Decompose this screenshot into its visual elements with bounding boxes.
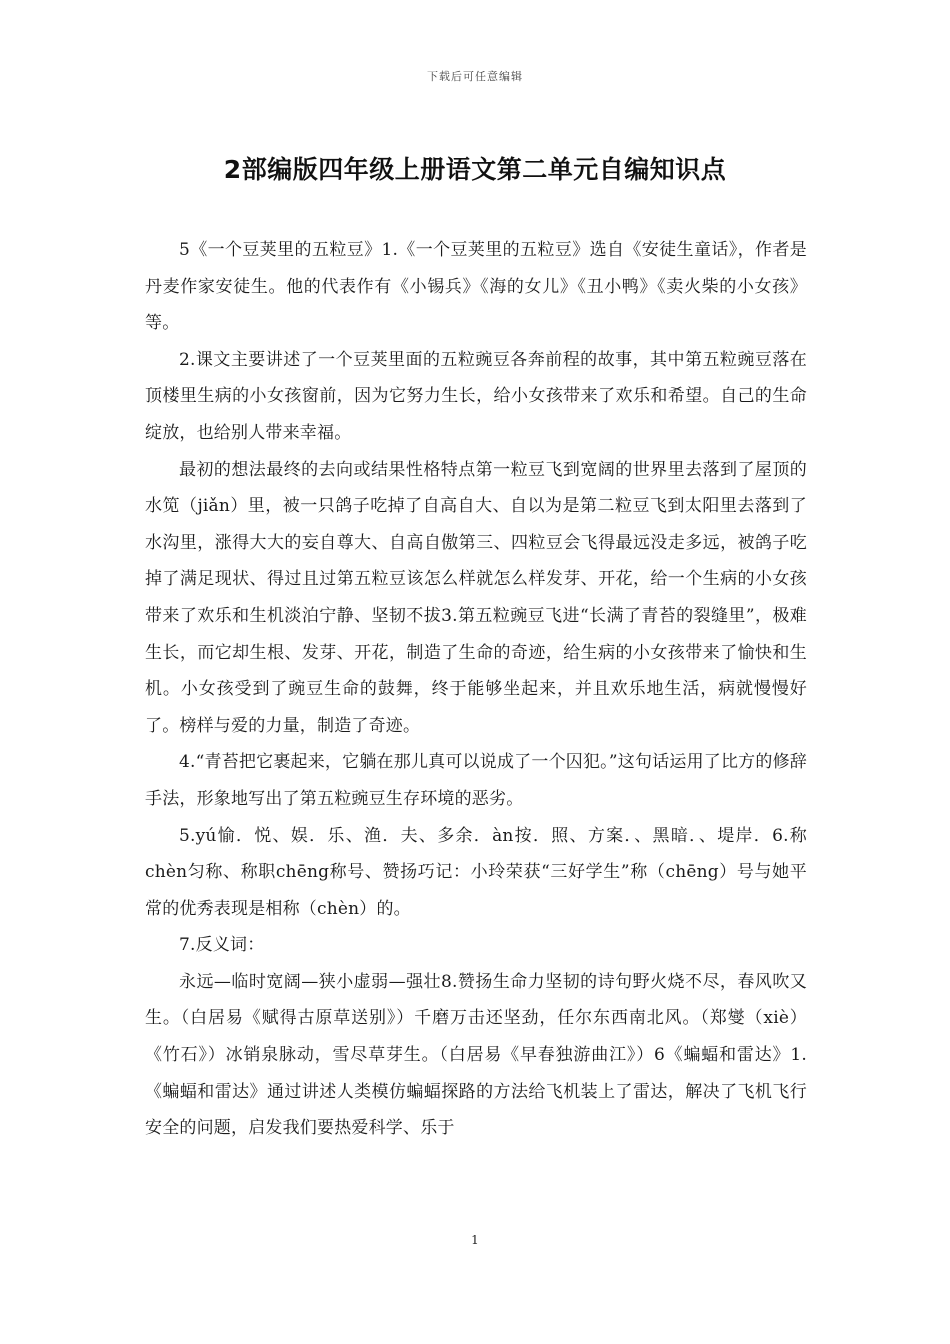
document-body bbox=[145, 232, 807, 1147]
paragraph-7: 永远—临时宽阔—狭小虚弱—强壮8.赞扬生命力坚韧的诗句野火烧不尽，春风吹又生。（白居易《赋得古原草送别》）千磨万击还坚劲，任尔东西南北风。（郑燮（xiè）《竹石》）冰销泉脉动，雪尽草芽生。（白居易《早春独游曲江》）6《蝙蝠和雷达》1.《蝙蝠和雷达》通过讲述人类模仿蝙蝠探路的方法给飞机装上了雷达，解决了飞机飞行安全的问题，启发我们要热爱科学、乐于 bbox=[145, 971, 807, 1139]
paragraph-3: 最初的想法最终的去向或结果性格特点第一粒豆飞到宽阔的世界里去落到了屋顶的水笕（jiǎn）里，被一只鸽子吃掉了自高自大、自以为是第二粒豆飞到太阳里去落到了水沟里，涨得大大的妄自尊大、自高自傲第三、四粒豆会飞得最远没走多远，被鸽子吃掉了满足现状、得过且过第五粒豆该怎么样就怎么样发芽、开花，给一个生病的小女孩带来了欢乐和生机淡泊宁静、坚韧不拔3.第五粒豌豆飞进“长满了青苔的裂缝里”，极难生长，而它却生根、发芽、开花，制造了生命的奇迹，给生病的小女孩带来了愉快和生机。小女孩受到了豌豆生命的鼓舞，终于能够坐起来，并且欢乐地生活，病就慢慢好了。榜样与爱的力量，制造了奇迹。 bbox=[145, 459, 807, 736]
paragraph-6: 7.反义词： bbox=[179, 935, 265, 956]
paragraph-4: 4.“青苔把它裹起来，它躺在那儿真可以说成了一个囚犯。”这句话运用了比方的修辞手法，形象地写出了第五粒豌豆生存环境的恶劣。 bbox=[145, 752, 807, 809]
page-number: 1 bbox=[471, 1233, 479, 1247]
paragraph-5: 5.yú愉．悦、娱．乐、渔．夫、多余．àn按．照、方案．、黑暗．、堤岸．6.称chèn匀称、称职chēng称号、赞扬巧记：小玲荣获“三好学生”称（chēng）号与她平常的优秀表现是相称（chèn）的。 bbox=[145, 825, 807, 919]
paragraph-2: 2.课文主要讲述了一个豆荚里面的五粒豌豆各奔前程的故事，其中第五粒豌豆落在顶楼里生病的小女孩窗前，因为它努力生长，给小女孩带来了欢乐和希望。自己的生命绽放，也给别人带来幸福。 bbox=[145, 349, 807, 443]
document-title: 2部编版四年级上册语文第二单元自编知识点 bbox=[223, 155, 727, 184]
header-note: 下载后可任意编辑 bbox=[427, 70, 523, 83]
paragraph-1: 5《一个豆荚里的五粒豆》1.《一个豆荚里的五粒豆》选自《安徒生童话》，作者是丹麦作家安徒生。他的代表作有《小锡兵》《海的女儿》《丑小鸭》《卖火柴的小女孩》等。 bbox=[145, 240, 807, 334]
